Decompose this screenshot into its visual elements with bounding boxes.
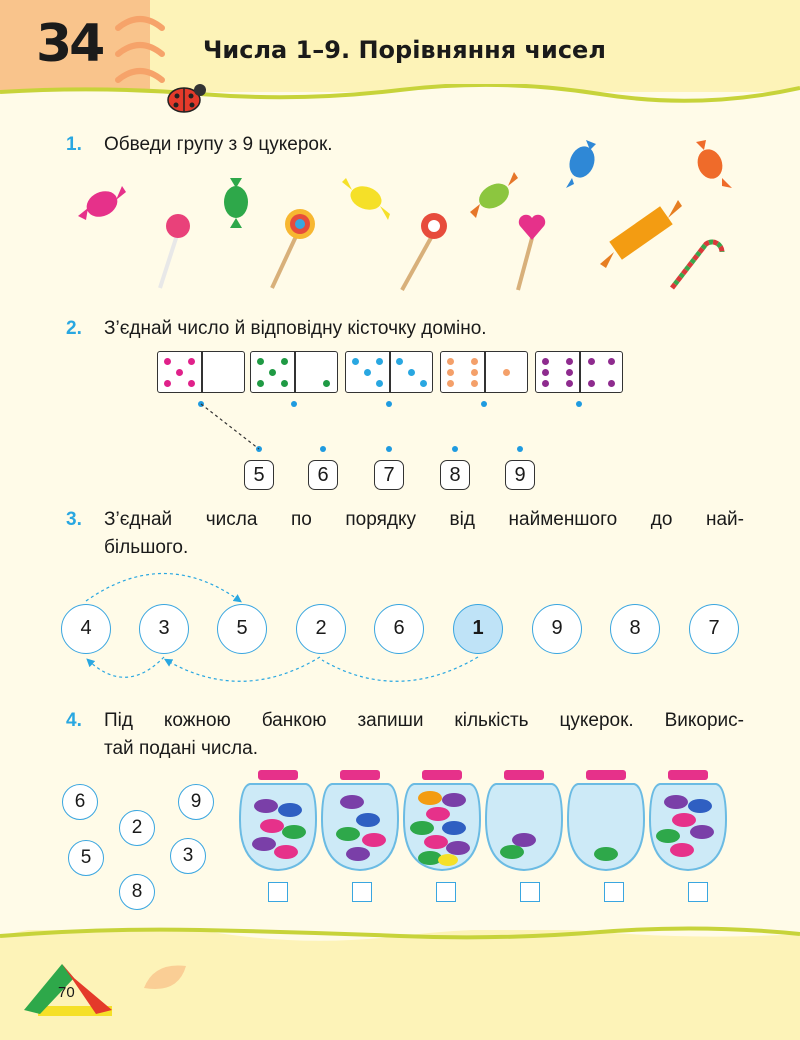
leaf-icon: [140, 958, 192, 1002]
connector-dot[interactable]: [386, 401, 392, 407]
answer-box[interactable]: [688, 882, 708, 902]
connector-dot[interactable]: [452, 446, 458, 452]
task-3-number: 3.: [66, 509, 82, 530]
candy-jars: [236, 770, 736, 880]
given-number: 3: [170, 838, 206, 874]
jar-candy-icon: [594, 847, 618, 861]
given-number: 2: [119, 810, 155, 846]
lollipop-icon: [160, 214, 190, 288]
order-circle[interactable]: 6: [374, 604, 424, 654]
connector-dot[interactable]: [256, 446, 262, 452]
lesson-title: Числа 1–9. Порівняння чисел: [203, 36, 606, 64]
order-circle[interactable]: 2: [296, 604, 346, 654]
order-circle[interactable]: 8: [610, 604, 660, 654]
answer-box[interactable]: [268, 882, 288, 902]
task-3-text-line1: З’єднай числа по порядку від найменшого до най-: [104, 509, 744, 530]
lollipop-icon: [402, 213, 447, 290]
domino-tile[interactable]: [157, 351, 245, 393]
lollipop-icon: [272, 209, 315, 288]
task-4-text-line1: Під кожною банкою запиши кількість цукерок. Викорис-: [104, 710, 744, 731]
answer-box[interactable]: [520, 882, 540, 902]
task-2-number: 2.: [66, 318, 82, 339]
task-3-text-line2: більшого.: [104, 537, 189, 558]
given-number: 9: [178, 784, 214, 820]
number-box[interactable]: 7: [374, 460, 404, 490]
connector-dot[interactable]: [320, 446, 326, 452]
answer-box[interactable]: [436, 882, 456, 902]
order-circle-start[interactable]: 1: [453, 604, 503, 654]
domino-tile[interactable]: [345, 351, 433, 393]
decorative-arcs: [110, 8, 170, 88]
number-box[interactable]: 9: [505, 460, 535, 490]
order-circle[interactable]: 4: [61, 604, 111, 654]
connector-dot[interactable]: [481, 401, 487, 407]
page-footer: [0, 930, 800, 1040]
wrapped-candy-icon: [224, 178, 248, 228]
order-circle[interactable]: 5: [217, 604, 267, 654]
wrapped-candy-icon: [78, 186, 126, 222]
domino-tile[interactable]: [250, 351, 338, 393]
wrapped-candy-icon: [694, 140, 732, 188]
order-circle[interactable]: 9: [532, 604, 582, 654]
task-1-number: 1.: [66, 134, 82, 155]
wrapped-candy-icon: [470, 172, 518, 218]
order-circle[interactable]: 3: [139, 604, 189, 654]
number-box[interactable]: 8: [440, 460, 470, 490]
given-number: 5: [68, 840, 104, 876]
domino-tile[interactable]: [535, 351, 623, 393]
given-number: 6: [62, 784, 98, 820]
task-1-text: Обведи групу з 9 цукерок.: [104, 134, 333, 155]
connector-dot[interactable]: [576, 401, 582, 407]
candies-illustration-top: [556, 134, 746, 192]
wrapped-candy-icon: [565, 140, 598, 188]
candy-cane-icon: [672, 242, 722, 288]
number-box[interactable]: 6: [308, 460, 338, 490]
grass-border-top: [0, 84, 800, 106]
given-number: 8: [119, 874, 155, 910]
grass-border-bottom: [0, 922, 800, 946]
wrapped-candy-icon: [342, 178, 390, 220]
lollipop-icon: [518, 215, 545, 290]
order-circle[interactable]: 7: [689, 604, 739, 654]
connector-dot[interactable]: [517, 446, 523, 452]
lesson-number: 34: [36, 14, 103, 74]
task-2-text: З’єднай число й відповідну кісточку доміно.: [104, 318, 487, 339]
connector-dot[interactable]: [291, 401, 297, 407]
domino-tile[interactable]: [440, 351, 528, 393]
page-number: 70: [58, 984, 75, 1001]
bar-candy-icon: [600, 200, 682, 268]
connector-dot[interactable]: [198, 401, 204, 407]
connector-dot[interactable]: [386, 446, 392, 452]
answer-box[interactable]: [604, 882, 624, 902]
task-4-number: 4.: [66, 710, 82, 731]
ladybug-icon: [162, 78, 208, 116]
answer-box[interactable]: [352, 882, 372, 902]
number-box[interactable]: 5: [244, 460, 274, 490]
task-4-text-line2: тай подані числа.: [104, 738, 258, 759]
